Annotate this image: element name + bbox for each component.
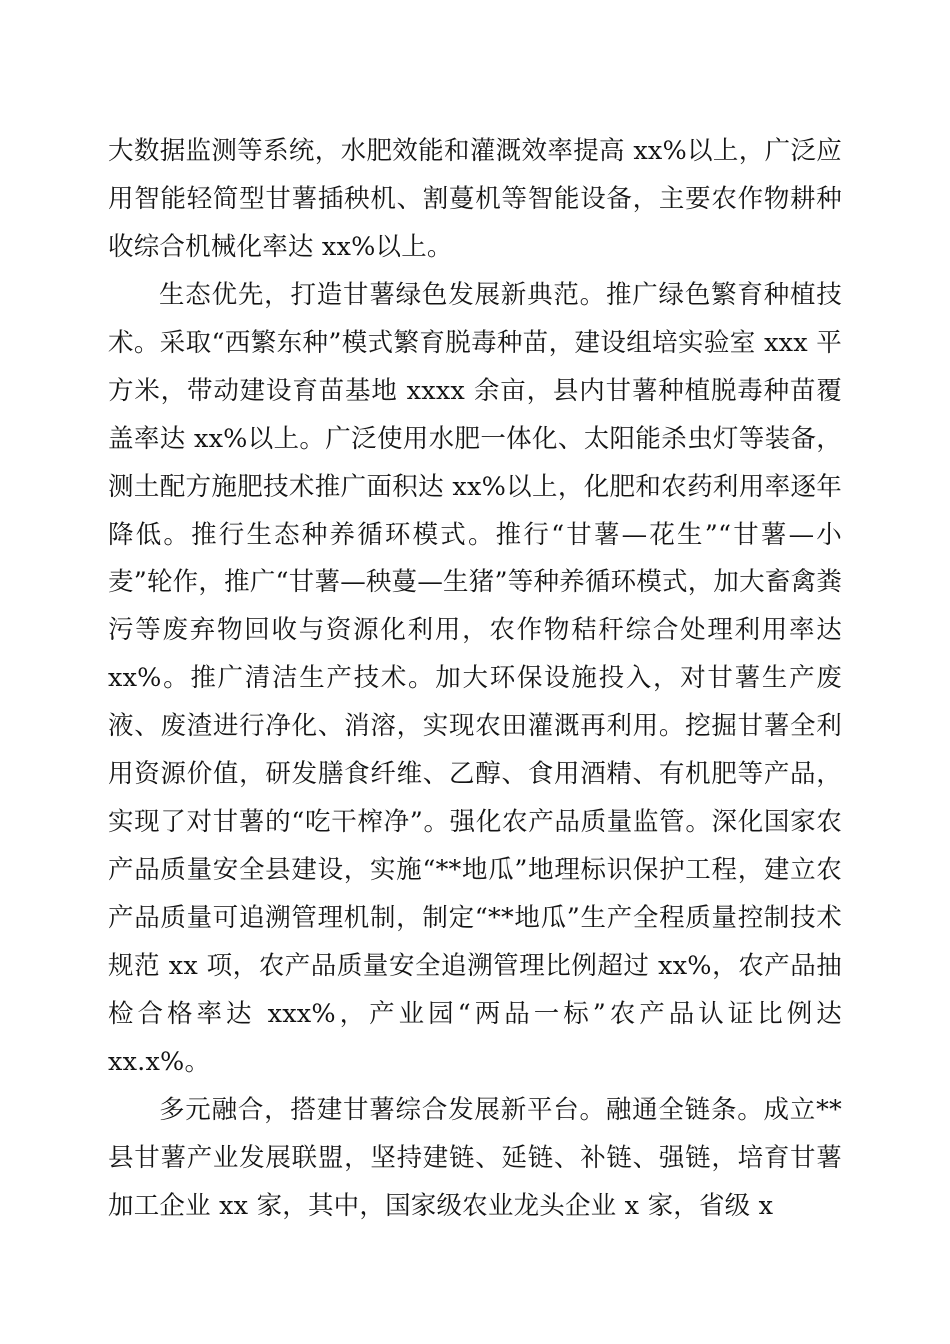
- document-body: [108, 128, 842, 1231]
- paragraph: 大数据监测等系统，水肥效能和灌溉效率提高 xx%以上，广泛应用智能轻简型甘薯插秧机、割蔓机等智能设备，主要农作物耕种收综合机械化率达 xx%以上。: [108, 136, 842, 262]
- paragraph: 多元融合，搭建甘薯综合发展新平台。融通全链条。成立**县甘薯产业发展联盟，坚持建链、延链、补链、强链，培育甘薯加工企业 xx 家，其中，国家级农业龙头企业 x 家，省级 x: [108, 1094, 842, 1221]
- paragraph: 生态优先，打造甘薯绿色发展新典范。推广绿色繁育种植技术。采取“西繁东种”模式繁育脱毒种苗，建设组培实验室 xxx 平方米，带动建设育苗基地 xxxx 余亩，县内甘薯种植脱毒种苗覆盖率达 xx%以上。广泛使用水肥一体化、太阳能杀虫灯等装备，测土配方施肥技术推广面积达 xx%以上，化肥和农药利用率逐年降低。推行生态种养循环模式。推行“甘薯—花生”“甘薯—小麦”轮作，推广“甘薯—秧蔓—生猪”等种养循环模式，加大畜禽粪污等废弃物回收与资源化利用，农作物秸秆综合处理利用率达 xx%。推广清洁生产技术。加大环保设施投入，对甘薯生产废液、废渣进行净化、消溶，实现农田灌溉再利用。挖掘甘薯全利用资源价值，研发膳食纤维、乙醇、食用酒精、有机肥等产品，实现了对甘薯的“吃干榨净”。强化农产品质量监管。深化国家农产品质量安全县建设，实施“**地瓜”地理标识保护工程，建立农产品质量可追溯管理机制，制定“**地瓜”生产全程质量控制技术规范 xx 项，农产品质量安全追溯管理比例超过 xx%，农产品抽检合格率达 xxx%，产业园“两品一标”农产品认证比例达 xx.x%。: [108, 279, 842, 1077]
